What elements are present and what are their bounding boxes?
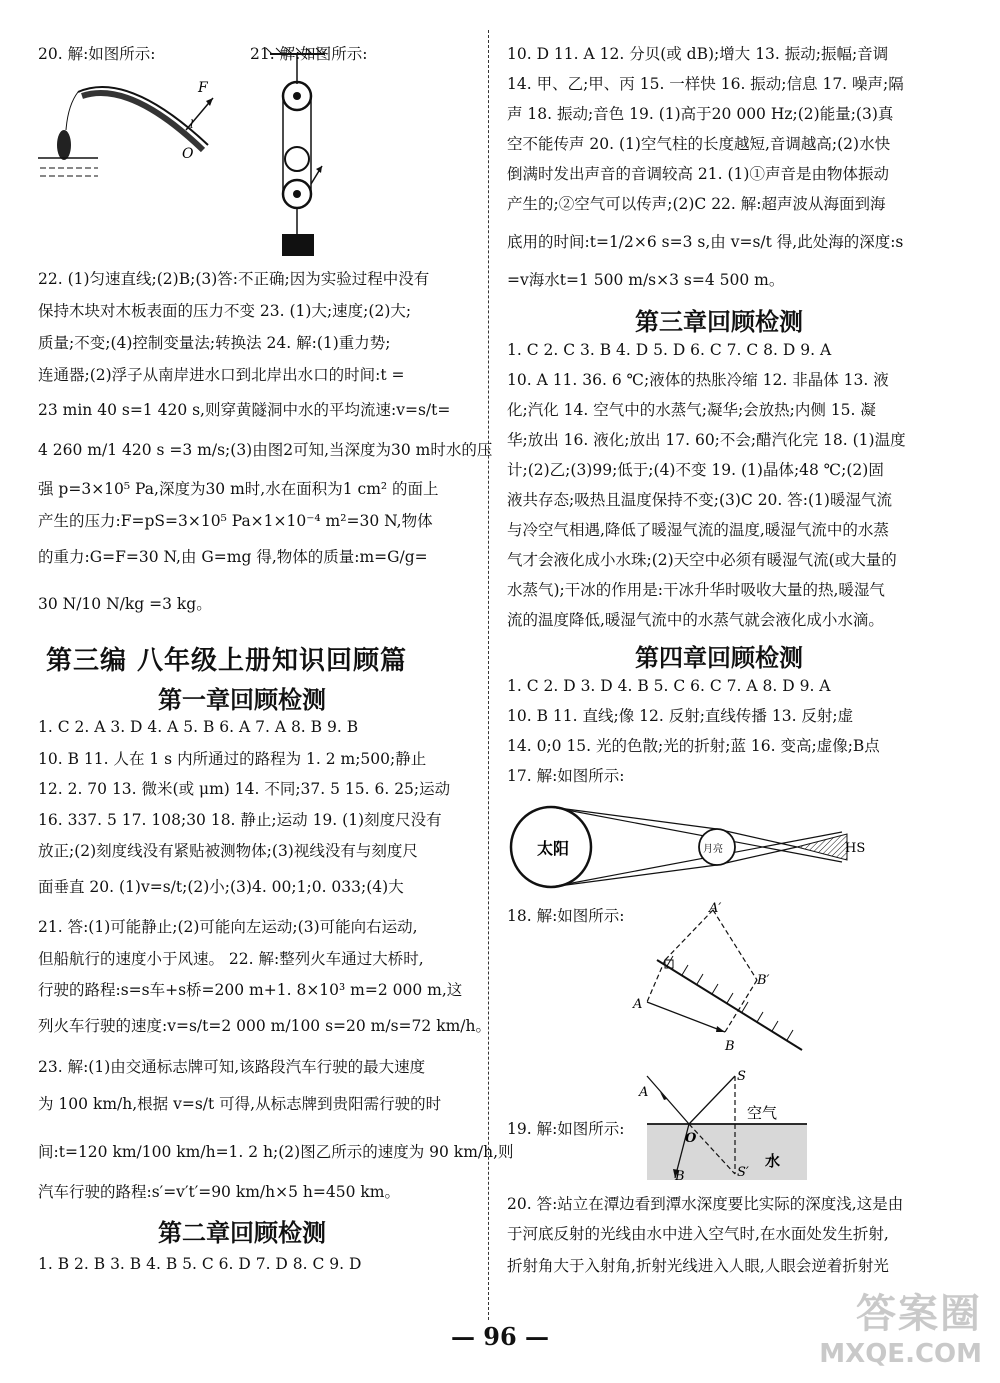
text-line: 17. 解:如图所示: xyxy=(507,767,625,785)
text-line: 化;汽化 14. 空气中的水蒸气;凝华;会放热;内侧 15. 凝 xyxy=(507,401,876,419)
text-line: 列火车行驶的速度:v=s/t=2 000 m/100 s=20 m/s=72 km/h。 xyxy=(38,1017,491,1035)
text-line: =v海水t=1 500 m/s×3 s=4 500 m。 xyxy=(507,271,785,289)
point-A-prime: A′ xyxy=(709,901,722,916)
text-line: 空不能传声 20. (1)空气柱的长度越短,音调越高;(2)水快 xyxy=(507,135,891,153)
air-label: 空气 xyxy=(747,1104,778,1122)
text-line: 声 18. 振动;音色 19. (1)高于20 000 Hz;(2)能量;(3)真 xyxy=(507,105,894,123)
point-A: A xyxy=(639,1085,649,1100)
text-line: 产生的;②空气可以传声;(2)C 22. 解:超声波从海面到海 xyxy=(507,195,886,213)
shadow-HS-label: HS xyxy=(845,841,866,856)
chapter2-answers: 1. B 2. B 3. B 4. B 5. C 6. D 7. D 8. C 9. D xyxy=(38,1255,362,1273)
q20-label: 20. 解:如图所示: xyxy=(38,45,156,63)
text-line: 为 100 km/h,根据 v=s/t 可得,从标志牌到贵阳需行驶的时 xyxy=(38,1095,442,1113)
pulley-diagram xyxy=(260,44,340,260)
text-line: 10. B 11. 直线;像 12. 反射;直线传播 13. 反射;虚 xyxy=(507,707,854,725)
text-line: 1. C 2. C 3. B 4. D 5. D 6. C 7. C 8. D 9. A xyxy=(507,341,832,359)
text-line: 液共存态;吸热且温度保持不变;(3)C 20. 答:(1)暖湿气流 xyxy=(507,491,892,509)
text-line: 10. A 11. 36. 6 ℃;液体的热胀冷缩 12. 非晶体 13. 液 xyxy=(507,371,889,389)
text-line: 流的温度降低,暖湿气流中的水蒸气就会液化成小水滴。 xyxy=(507,611,884,629)
q18-label: 18. 解:如图所示: xyxy=(507,907,625,925)
text-line: 倒满时发出声音的音调较高 21. (1)①声音是由物体振动 xyxy=(507,165,889,183)
text-line: 于河底反射的光线由水中进入空气时,在水面处发生折射, xyxy=(507,1225,889,1243)
text-line: 16. 337. 5 17. 108;30 18. 静止;运动 19. (1)刻度尺没有 xyxy=(38,811,442,829)
text-line: 折射角大于入射角,折射光线进入人眼,人眼会逆着折射光 xyxy=(507,1257,889,1275)
text-line: 连通器;(2)浮子从南岸进水口到北岸出水口的时间:t = xyxy=(38,366,405,384)
point-O: O xyxy=(685,1131,697,1146)
text-line: 1. C 2. D 3. D 4. B 5. C 6. C 7. A 8. D 9. A xyxy=(507,677,831,695)
text-line: 与冷空气相遇,降低了暖湿气流的温度,暖湿气流中的水蒸 xyxy=(507,521,889,539)
chapter1-title: 第一章回顾检测 xyxy=(158,685,326,714)
text-line: 气才会液化成小水珠;(2)天空中必须有暖湿气流(或大量的 xyxy=(507,551,897,569)
text-line: 水蒸气);干冰的作用是:干冰升华时吸收大量的热,暖湿气 xyxy=(507,581,885,599)
moon-label: 月亮 xyxy=(703,844,723,855)
text-line: 行驶的路程:s=s车+s桥=200 m+1. 8×10³ m=2 000 m,这 xyxy=(38,981,463,999)
watermark-top: 答案圈 xyxy=(856,1291,982,1337)
text-line: 30 N/10 N/kg =3 kg。 xyxy=(38,595,212,613)
mirror-reflection-diagram xyxy=(627,900,827,1055)
text-line: 22. (1)匀速直线;(2)B;(3)答:不正确;因为实验过程中没有 xyxy=(38,270,430,288)
column-divider xyxy=(488,30,489,1320)
text-line: 20. 答:站立在潭边看到潭水深度要比实际的深度浅,这是由 xyxy=(507,1195,904,1213)
text-line: 保持木块对木板表面的压力不变 23. (1)大;速度;(2)大; xyxy=(38,302,412,320)
text-line: 间:t=120 km/100 km/h=1. 2 h;(2)图乙所示的速度为 90 km/h,则 xyxy=(38,1143,514,1161)
text-line: 放正;(2)刻度线没有紧贴被测物体;(3)视线没有与刻度尺 xyxy=(38,842,418,860)
text-line: 计;(2)乙;(3)99;低于;(4)不变 19. (1)晶体;48 ℃;(2)固 xyxy=(507,461,884,479)
sun-label: 太阳 xyxy=(537,839,570,858)
text-line: 14. 0;0 15. 光的色散;光的折射;蓝 16. 变高;虚像;B点 xyxy=(507,737,880,755)
text-line: 23 min 40 s=1 420 s,则穿黄隧洞中水的平均流速:v=s/t= xyxy=(38,401,451,419)
text-line: 4 260 m/1 420 s =3 m/s;(3)由图2可知,当深度为30 m时水的压 xyxy=(38,441,493,459)
text-line: 10. B 11. 人在 1 s 内所通过的路程为 1. 2 m;500;静止 xyxy=(38,750,427,768)
text-line: 21. 答:(1)可能静止;(2)可能向左运动;(3)可能向右运动, xyxy=(38,918,418,936)
text-line: 华;放出 16. 液化;放出 17. 60;不会;醋汽化完 18. (1)温度 xyxy=(507,431,906,449)
point-B: B xyxy=(725,1039,735,1054)
text-line: 产生的压力:F=pS=3×10⁵ Pa×1×10⁻⁴ m²=30 N,物体 xyxy=(38,512,433,530)
q21-label: 21. 解:如图所示: xyxy=(250,45,368,63)
chapter3-title: 第三章回顾检测 xyxy=(635,307,803,336)
image-S-prime: S′ xyxy=(737,1165,749,1180)
text-line: 的重力:G=F=30 N,由 G=mg 得,物体的质量:m=G/g= xyxy=(38,548,428,566)
text-line: 面垂直 20. (1)v=s/t;(2)小;(3)4. 00;1;0. 033;(4)大 xyxy=(38,878,404,896)
page-number-value: 96 xyxy=(483,1322,517,1351)
eclipse-diagram xyxy=(507,796,867,896)
point-A: A xyxy=(633,997,643,1012)
watermark xyxy=(819,1282,982,1369)
chapter4-title: 第四章回顾检测 xyxy=(635,643,803,672)
source-S: S xyxy=(737,1069,746,1084)
text-line: 23. 解:(1)由交通标志牌可知,该路段汽车行驶的最大速度 xyxy=(38,1058,426,1076)
page-number: — 96 — xyxy=(450,1322,550,1351)
point-B: B xyxy=(675,1169,685,1184)
watermark-bottom: MXQE.COM xyxy=(819,1339,982,1369)
text-line: 强 p=3×10⁵ Pa,深度为30 m时,水在面积为1 cm² 的面上 xyxy=(38,480,439,498)
chapter2-title: 第二章回顾检测 xyxy=(158,1218,326,1247)
text-line: 但船航行的速度小于风速。 22. 解:整列火车通过大桥时, xyxy=(38,950,424,968)
water-label: 水 xyxy=(765,1152,781,1170)
q19-label: 19. 解:如图所示: xyxy=(507,1120,625,1138)
text-line: 12. 2. 70 13. 微米(或 μm) 14. 不同;37. 5 15. 6. 25;运动 xyxy=(38,780,451,798)
text-line: 质量;不变;(4)控制变量法;转换法 24. 解:(1)重力势; xyxy=(38,334,391,352)
arm-l-label: l xyxy=(190,118,194,131)
force-F-label: F xyxy=(198,80,208,96)
text-line: 10. D 11. A 12. 分贝(或 dB);增大 13. 振动;振幅;音调 xyxy=(507,45,889,63)
text-line: 1. C 2. A 3. D 4. A 5. B 6. A 7. A 8. B 9. B xyxy=(38,718,359,736)
pivot-O-label: O xyxy=(182,146,194,162)
point-B-prime: B′ xyxy=(757,973,770,988)
text-line: 底用的时间:t=1/2×6 s=3 s,由 v=s/t 得,此处海的深度:s xyxy=(507,233,904,251)
part-title: 第三编 八年级上册知识回顾篇 xyxy=(46,646,408,676)
text-line: 14. 甲、乙;甲、丙 15. 一样快 16. 振动;信息 17. 噪声;隔 xyxy=(507,75,904,93)
refraction-diagram xyxy=(637,1066,847,1184)
fishing-rod-diagram xyxy=(38,70,238,190)
text-line: 汽车行驶的路程:s′=v′t′=90 km/h×5 h=450 km。 xyxy=(38,1183,400,1201)
